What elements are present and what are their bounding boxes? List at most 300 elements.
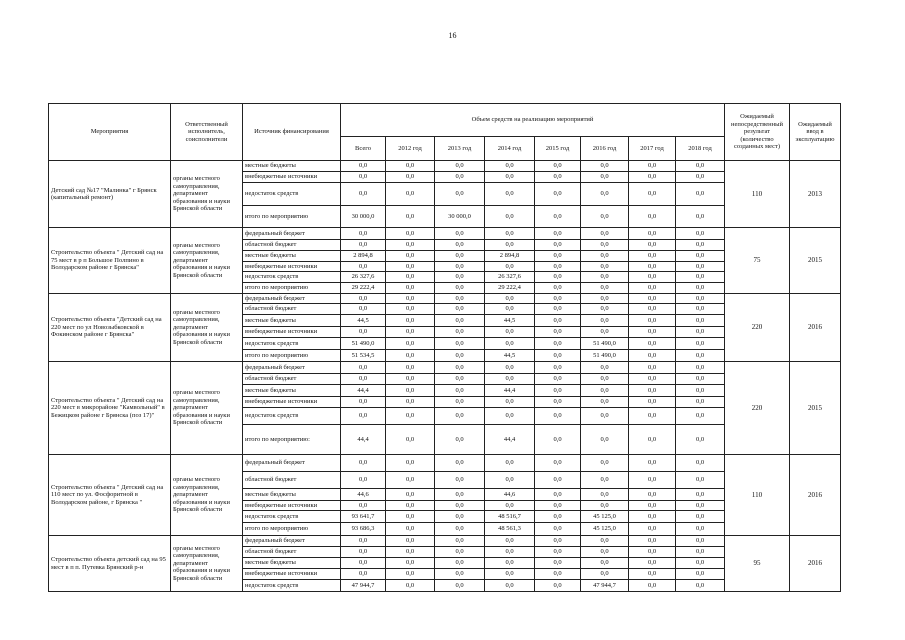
value-cell: 0,0: [676, 569, 725, 580]
value-cell: 44,5: [341, 315, 386, 327]
source-cell: итого по мероприятию: [243, 206, 341, 228]
source-cell: областной бюджет: [243, 240, 341, 251]
source-cell: областной бюджет: [243, 374, 341, 385]
source-cell: федеральный бюджет: [243, 228, 341, 240]
value-cell: 0,0: [386, 489, 435, 501]
value-cell: 0,0: [535, 315, 581, 327]
value-cell: 0,0: [535, 385, 581, 397]
executor-cell: органы местного самоуправления, департамент образования и науки Брянской области: [171, 455, 243, 536]
value-cell: 0,0: [676, 262, 725, 272]
value-cell: 0,0: [629, 580, 676, 592]
value-cell: 2 894,8: [341, 251, 386, 262]
source-cell: федеральный бюджет: [243, 536, 341, 547]
value-cell: 0,0: [629, 304, 676, 315]
value-cell: 0,0: [535, 558, 581, 569]
value-cell: 0,0: [535, 304, 581, 315]
value-cell: 0,0: [535, 511, 581, 523]
value-cell: 0,0: [435, 315, 485, 327]
source-cell: внебюджетные источники: [243, 327, 341, 338]
value-cell: 0,0: [435, 425, 485, 455]
value-cell: 0,0: [435, 455, 485, 472]
result-cell: 95: [725, 536, 790, 592]
value-cell: 0,0: [629, 161, 676, 172]
header-commission: Ожидаемый ввод в эксплуатацию: [790, 104, 841, 161]
commission-cell: 2013: [790, 161, 841, 228]
value-cell: 0,0: [435, 536, 485, 547]
event-cell: Детский сад №17 "Малинка" г Брянск (капитальный ремонт): [49, 161, 171, 228]
value-cell: 0,0: [535, 374, 581, 385]
value-cell: 0,0: [341, 547, 386, 558]
value-cell: 0,0: [676, 362, 725, 374]
value-cell: 0,0: [535, 327, 581, 338]
source-cell: итого по мероприятию: [243, 523, 341, 536]
value-cell: 0,0: [676, 408, 725, 425]
value-cell: 0,0: [386, 523, 435, 536]
value-cell: 0,0: [386, 338, 435, 350]
source-cell: внебюджетные источники: [243, 501, 341, 511]
year-header-cell: 2015 год: [535, 137, 581, 161]
value-cell: 0,0: [535, 206, 581, 228]
value-cell: 0,0: [386, 558, 435, 569]
value-cell: 0,0: [386, 501, 435, 511]
funding-table: [48, 103, 841, 592]
value-cell: 0,0: [341, 240, 386, 251]
value-cell: 0,0: [629, 172, 676, 183]
value-cell: 0,0: [581, 374, 629, 385]
value-cell: 0,0: [386, 240, 435, 251]
value-cell: 0,0: [386, 580, 435, 592]
value-cell: 0,0: [535, 425, 581, 455]
value-cell: 0,0: [341, 472, 386, 489]
value-cell: 0,0: [341, 172, 386, 183]
value-cell: 0,0: [386, 206, 435, 228]
value-cell: 0,0: [629, 558, 676, 569]
value-cell: 0,0: [386, 315, 435, 327]
value-cell: 0,0: [581, 489, 629, 501]
commission-cell: 2016: [790, 536, 841, 592]
value-cell: 0,0: [581, 294, 629, 304]
value-cell: 0,0: [581, 251, 629, 262]
table-row: [49, 294, 841, 304]
value-cell: 0,0: [341, 327, 386, 338]
value-cell: 0,0: [535, 350, 581, 362]
value-cell: 0,0: [535, 580, 581, 592]
value-cell: 0,0: [581, 472, 629, 489]
value-cell: 0,0: [581, 385, 629, 397]
header-volume: Объем средств на реализацию мероприятий: [341, 104, 725, 137]
value-cell: 0,0: [386, 362, 435, 374]
source-cell: местные бюджеты: [243, 489, 341, 501]
value-cell: 45 125,0: [581, 523, 629, 536]
value-cell: 0,0: [485, 161, 535, 172]
value-cell: 0,0: [629, 374, 676, 385]
value-cell: 0,0: [629, 489, 676, 501]
year-header-cell: Всего: [341, 137, 386, 161]
table-row: [49, 536, 841, 547]
value-cell: 0,0: [341, 397, 386, 408]
executor-cell: органы местного самоуправления, департамент образования и науки Брянской области: [171, 536, 243, 592]
value-cell: 0,0: [629, 362, 676, 374]
source-cell: недостаток средств: [243, 511, 341, 523]
value-cell: 0,0: [386, 374, 435, 385]
value-cell: 0,0: [485, 408, 535, 425]
value-cell: 0,0: [629, 338, 676, 350]
value-cell: 0,0: [435, 272, 485, 283]
value-cell: 0,0: [676, 183, 725, 206]
value-cell: 0,0: [535, 283, 581, 294]
year-header-cell: 2012 год: [386, 137, 435, 161]
value-cell: 0,0: [485, 172, 535, 183]
value-cell: 0,0: [629, 455, 676, 472]
value-cell: 0,0: [435, 374, 485, 385]
value-cell: 30 000,0: [341, 206, 386, 228]
value-cell: 0,0: [386, 511, 435, 523]
value-cell: 0,0: [535, 262, 581, 272]
source-cell: внебюджетные источники: [243, 262, 341, 272]
commission-cell: 2015: [790, 362, 841, 455]
value-cell: 0,0: [435, 327, 485, 338]
value-cell: 0,0: [341, 262, 386, 272]
value-cell: 0,0: [535, 501, 581, 511]
header-event: Мероприятия: [49, 104, 171, 161]
source-cell: местные бюджеты: [243, 558, 341, 569]
source-cell: недостаток средств: [243, 183, 341, 206]
value-cell: 0,0: [629, 408, 676, 425]
value-cell: 0,0: [629, 547, 676, 558]
value-cell: 0,0: [676, 294, 725, 304]
source-cell: местные бюджеты: [243, 161, 341, 172]
value-cell: 0,0: [435, 304, 485, 315]
value-cell: 0,0: [629, 294, 676, 304]
value-cell: 0,0: [485, 536, 535, 547]
source-cell: внебюджетные источники: [243, 172, 341, 183]
event-cell: Строительство объекта детский сад на 95 мест в п п. Путевка Брянский р-н: [49, 536, 171, 592]
value-cell: 0,0: [485, 397, 535, 408]
value-cell: 0,0: [485, 374, 535, 385]
value-cell: 0,0: [581, 569, 629, 580]
year-header-cell: 2013 год: [435, 137, 485, 161]
value-cell: 0,0: [629, 251, 676, 262]
value-cell: 0,0: [435, 511, 485, 523]
value-cell: 0,0: [485, 327, 535, 338]
value-cell: 44,6: [485, 489, 535, 501]
value-cell: 0,0: [341, 501, 386, 511]
page-number: 16: [448, 31, 457, 40]
value-cell: 0,0: [435, 408, 485, 425]
value-cell: 0,0: [581, 183, 629, 206]
value-cell: 0,0: [386, 262, 435, 272]
header-source: Источник финансирования: [243, 104, 341, 161]
value-cell: 0,0: [676, 338, 725, 350]
table-row: [49, 228, 841, 240]
value-cell: 0,0: [535, 536, 581, 547]
value-cell: 0,0: [341, 183, 386, 206]
commission-cell: 2015: [790, 228, 841, 294]
value-cell: 0,0: [435, 362, 485, 374]
table-row: [49, 161, 841, 172]
value-cell: 0,0: [386, 397, 435, 408]
value-cell: 0,0: [435, 240, 485, 251]
value-cell: 0,0: [485, 240, 535, 251]
value-cell: 0,0: [485, 262, 535, 272]
value-cell: 2 894,8: [485, 251, 535, 262]
value-cell: 0,0: [386, 569, 435, 580]
value-cell: 0,0: [629, 472, 676, 489]
value-cell: 0,0: [535, 547, 581, 558]
value-cell: 0,0: [535, 338, 581, 350]
value-cell: 0,0: [535, 472, 581, 489]
value-cell: 0,0: [435, 350, 485, 362]
value-cell: 0,0: [629, 327, 676, 338]
value-cell: 0,0: [386, 283, 435, 294]
source-cell: внебюджетные источники: [243, 569, 341, 580]
source-cell: недостаток средств: [243, 580, 341, 592]
value-cell: 0,0: [535, 362, 581, 374]
table-body: [49, 161, 841, 592]
value-cell: 0,0: [386, 183, 435, 206]
value-cell: 0,0: [629, 228, 676, 240]
value-cell: 0,0: [535, 294, 581, 304]
value-cell: 48 561,3: [485, 523, 535, 536]
value-cell: 0,0: [676, 536, 725, 547]
value-cell: 0,0: [341, 408, 386, 425]
value-cell: 0,0: [485, 183, 535, 206]
value-cell: 0,0: [581, 362, 629, 374]
value-cell: 30 000,0: [435, 206, 485, 228]
value-cell: 0,0: [485, 294, 535, 304]
result-cell: 110: [725, 455, 790, 536]
value-cell: 0,0: [629, 511, 676, 523]
value-cell: 47 944,7: [581, 580, 629, 592]
source-cell: итого по мероприятию: [243, 283, 341, 294]
value-cell: 0,0: [581, 536, 629, 547]
value-cell: 0,0: [676, 172, 725, 183]
value-cell: 0,0: [629, 262, 676, 272]
event-cell: Строительство объекта " Детский сад на 220 мест в микрорайоне "Камвольный" в Бежицком районе г Брянска (поз 17)": [49, 362, 171, 455]
value-cell: 51 490,0: [341, 338, 386, 350]
value-cell: 0,0: [485, 569, 535, 580]
value-cell: 0,0: [581, 408, 629, 425]
value-cell: 0,0: [535, 408, 581, 425]
value-cell: 0,0: [341, 569, 386, 580]
value-cell: 0,0: [676, 228, 725, 240]
executor-cell: органы местного самоуправления, департамент образования и науки Брянской области: [171, 294, 243, 362]
value-cell: 0,0: [629, 315, 676, 327]
value-cell: 0,0: [676, 240, 725, 251]
value-cell: 0,0: [341, 374, 386, 385]
value-cell: 0,0: [629, 385, 676, 397]
value-cell: 0,0: [435, 172, 485, 183]
value-cell: 0,0: [535, 161, 581, 172]
value-cell: 0,0: [386, 425, 435, 455]
value-cell: 0,0: [485, 228, 535, 240]
value-cell: 29 222,4: [341, 283, 386, 294]
value-cell: 93 641,7: [341, 511, 386, 523]
value-cell: 0,0: [386, 327, 435, 338]
value-cell: 0,0: [581, 397, 629, 408]
value-cell: 0,0: [581, 558, 629, 569]
value-cell: 0,0: [341, 228, 386, 240]
value-cell: 0,0: [485, 501, 535, 511]
header-result: Ожидаемый непосредственный результат (количество созданных мест): [725, 104, 790, 161]
value-cell: 0,0: [485, 304, 535, 315]
value-cell: 0,0: [435, 397, 485, 408]
executor-cell: органы местного самоуправления, департамент образования и науки Брянской области: [171, 228, 243, 294]
value-cell: 0,0: [581, 262, 629, 272]
value-cell: 0,0: [341, 294, 386, 304]
source-cell: местные бюджеты: [243, 385, 341, 397]
value-cell: 0,0: [676, 558, 725, 569]
value-cell: 0,0: [386, 228, 435, 240]
value-cell: 0,0: [386, 350, 435, 362]
value-cell: 0,0: [629, 240, 676, 251]
value-cell: 0,0: [435, 569, 485, 580]
value-cell: 0,0: [629, 272, 676, 283]
value-cell: 0,0: [341, 362, 386, 374]
value-cell: 0,0: [676, 472, 725, 489]
value-cell: 44,5: [485, 315, 535, 327]
value-cell: 0,0: [629, 523, 676, 536]
value-cell: 0,0: [676, 511, 725, 523]
source-cell: недостаток средств: [243, 338, 341, 350]
value-cell: 93 686,3: [341, 523, 386, 536]
value-cell: 0,0: [581, 327, 629, 338]
value-cell: 0,0: [676, 283, 725, 294]
value-cell: 0,0: [676, 523, 725, 536]
value-cell: 29 222,4: [485, 283, 535, 294]
value-cell: 0,0: [485, 472, 535, 489]
value-cell: 0,0: [676, 580, 725, 592]
value-cell: 51 490,0: [581, 338, 629, 350]
source-cell: областной бюджет: [243, 472, 341, 489]
value-cell: 0,0: [535, 455, 581, 472]
year-header-cell: 2014 год: [485, 137, 535, 161]
value-cell: 0,0: [676, 251, 725, 262]
value-cell: 0,0: [435, 294, 485, 304]
result-cell: 110: [725, 161, 790, 228]
commission-cell: 2016: [790, 455, 841, 536]
value-cell: 0,0: [535, 489, 581, 501]
value-cell: 47 944,7: [341, 580, 386, 592]
value-cell: 0,0: [676, 489, 725, 501]
value-cell: 0,0: [435, 558, 485, 569]
header-executor: Ответственный исполнитель, соисполнители: [171, 104, 243, 161]
value-cell: 0,0: [676, 385, 725, 397]
value-cell: 0,0: [629, 397, 676, 408]
source-cell: местные бюджеты: [243, 315, 341, 327]
value-cell: 44,4: [341, 385, 386, 397]
value-cell: 0,0: [386, 294, 435, 304]
value-cell: 44,5: [485, 350, 535, 362]
value-cell: 0,0: [535, 397, 581, 408]
value-cell: 0,0: [676, 304, 725, 315]
value-cell: 0,0: [435, 501, 485, 511]
value-cell: 0,0: [485, 547, 535, 558]
value-cell: 0,0: [341, 455, 386, 472]
value-cell: 0,0: [629, 206, 676, 228]
value-cell: 51 490,0: [581, 350, 629, 362]
value-cell: 0,0: [386, 304, 435, 315]
value-cell: 0,0: [435, 228, 485, 240]
value-cell: 0,0: [581, 455, 629, 472]
value-cell: 0,0: [676, 455, 725, 472]
value-cell: 0,0: [435, 580, 485, 592]
value-cell: 0,0: [535, 569, 581, 580]
value-cell: 0,0: [535, 228, 581, 240]
value-cell: 0,0: [435, 251, 485, 262]
value-cell: 0,0: [341, 161, 386, 172]
value-cell: 0,0: [581, 161, 629, 172]
value-cell: 0,0: [386, 272, 435, 283]
value-cell: 0,0: [485, 580, 535, 592]
value-cell: 0,0: [676, 425, 725, 455]
year-header-cell: 2017 год: [629, 137, 676, 161]
value-cell: 0,0: [435, 283, 485, 294]
value-cell: 0,0: [676, 397, 725, 408]
value-cell: 48 516,7: [485, 511, 535, 523]
source-cell: федеральный бюджет: [243, 455, 341, 472]
value-cell: 0,0: [629, 425, 676, 455]
year-header-cell: 2018 год: [676, 137, 725, 161]
value-cell: 0,0: [676, 374, 725, 385]
value-cell: 44,6: [341, 489, 386, 501]
value-cell: 0,0: [581, 206, 629, 228]
value-cell: 0,0: [386, 408, 435, 425]
source-cell: федеральный бюджет: [243, 362, 341, 374]
value-cell: 0,0: [341, 304, 386, 315]
value-cell: 0,0: [581, 283, 629, 294]
source-cell: внебюджетные источники: [243, 397, 341, 408]
value-cell: 0,0: [386, 472, 435, 489]
source-cell: местные бюджеты: [243, 251, 341, 262]
value-cell: 0,0: [435, 547, 485, 558]
source-cell: итого по мероприятию:: [243, 425, 341, 455]
value-cell: 0,0: [676, 161, 725, 172]
value-cell: 0,0: [581, 315, 629, 327]
source-cell: недостаток средств: [243, 272, 341, 283]
value-cell: 0,0: [581, 547, 629, 558]
table-row: [49, 362, 841, 374]
value-cell: 0,0: [581, 172, 629, 183]
value-cell: 0,0: [435, 523, 485, 536]
value-cell: 0,0: [535, 240, 581, 251]
value-cell: 0,0: [341, 536, 386, 547]
value-cell: 0,0: [435, 262, 485, 272]
value-cell: 0,0: [386, 536, 435, 547]
event-cell: Строительство объекта " Детский сад на 110 мест по ул. Фосфоритной в Володарском районе, г Брянска ": [49, 455, 171, 536]
value-cell: 0,0: [485, 338, 535, 350]
value-cell: 0,0: [386, 161, 435, 172]
value-cell: 26 327,6: [341, 272, 386, 283]
value-cell: 0,0: [629, 569, 676, 580]
executor-cell: органы местного самоуправления, департамент образования и науки Брянской области: [171, 362, 243, 455]
value-cell: 0,0: [676, 272, 725, 283]
value-cell: 0,0: [581, 272, 629, 283]
value-cell: 0,0: [535, 523, 581, 536]
value-cell: 0,0: [535, 251, 581, 262]
value-cell: 0,0: [386, 455, 435, 472]
source-cell: итого по мероприятию: [243, 350, 341, 362]
value-cell: 44,4: [485, 425, 535, 455]
value-cell: 0,0: [435, 472, 485, 489]
source-cell: областной бюджет: [243, 304, 341, 315]
value-cell: 26 327,6: [485, 272, 535, 283]
value-cell: 0,0: [535, 272, 581, 283]
value-cell: 0,0: [435, 161, 485, 172]
value-cell: 0,0: [676, 315, 725, 327]
value-cell: 0,0: [535, 172, 581, 183]
executor-cell: органы местного самоуправления, департамент образования и науки Брянской области: [171, 161, 243, 228]
